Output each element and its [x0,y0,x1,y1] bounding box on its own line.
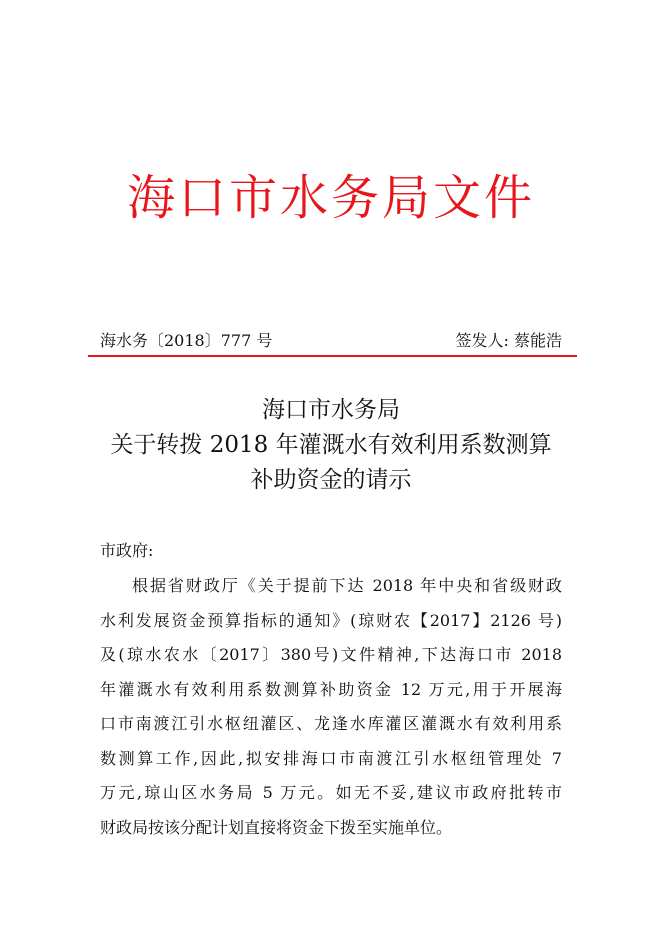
subject-line-1: 海口市水务局 [262,397,400,423]
document-header-title: 海口市水务局文件 [126,170,535,226]
body-line: 口市南渡江引水枢纽灌区、龙逢水库灌区灌溉水有效利用系 [100,714,562,733]
body-line: 数测算工作,因此,拟安排海口市南渡江引水枢纽管理处 7 [100,748,562,768]
body-line: 年灌溉水有效利用系数测算补助资金 12 万元,用于开展海 [100,679,562,699]
body-paragraph [100,569,562,845]
red-divider-line [88,355,577,357]
body-line: 水利发展资金预算指标的通知》(琼财农【2017】2126 号) [100,610,562,630]
body-line: 及(琼水农水〔2017〕380号)文件精神,下达海口市 2018 [100,645,562,664]
subject-line-2: 关于转拨 2018 年灌溉水有效利用系数测算 [110,432,552,458]
body-line: 根据省财政厅《关于提前下达 2018 年中央和省级财政 [132,576,562,595]
body-line: 万元,琼山区水务局 5 万元。如无不妥,建议市政府批转市 [100,783,562,802]
document-subject [0,393,662,498]
signer-label: 签发人: 蔡能浩 [455,331,562,350]
body-line: 财政局按该分配计划直接将资金下拨至实施单位。 [100,817,453,837]
addressee: 市政府: [100,541,154,560]
subject-line-3: 补助资金的请示 [250,467,412,493]
document-number: 海水务〔2018〕777 号 [100,331,273,350]
